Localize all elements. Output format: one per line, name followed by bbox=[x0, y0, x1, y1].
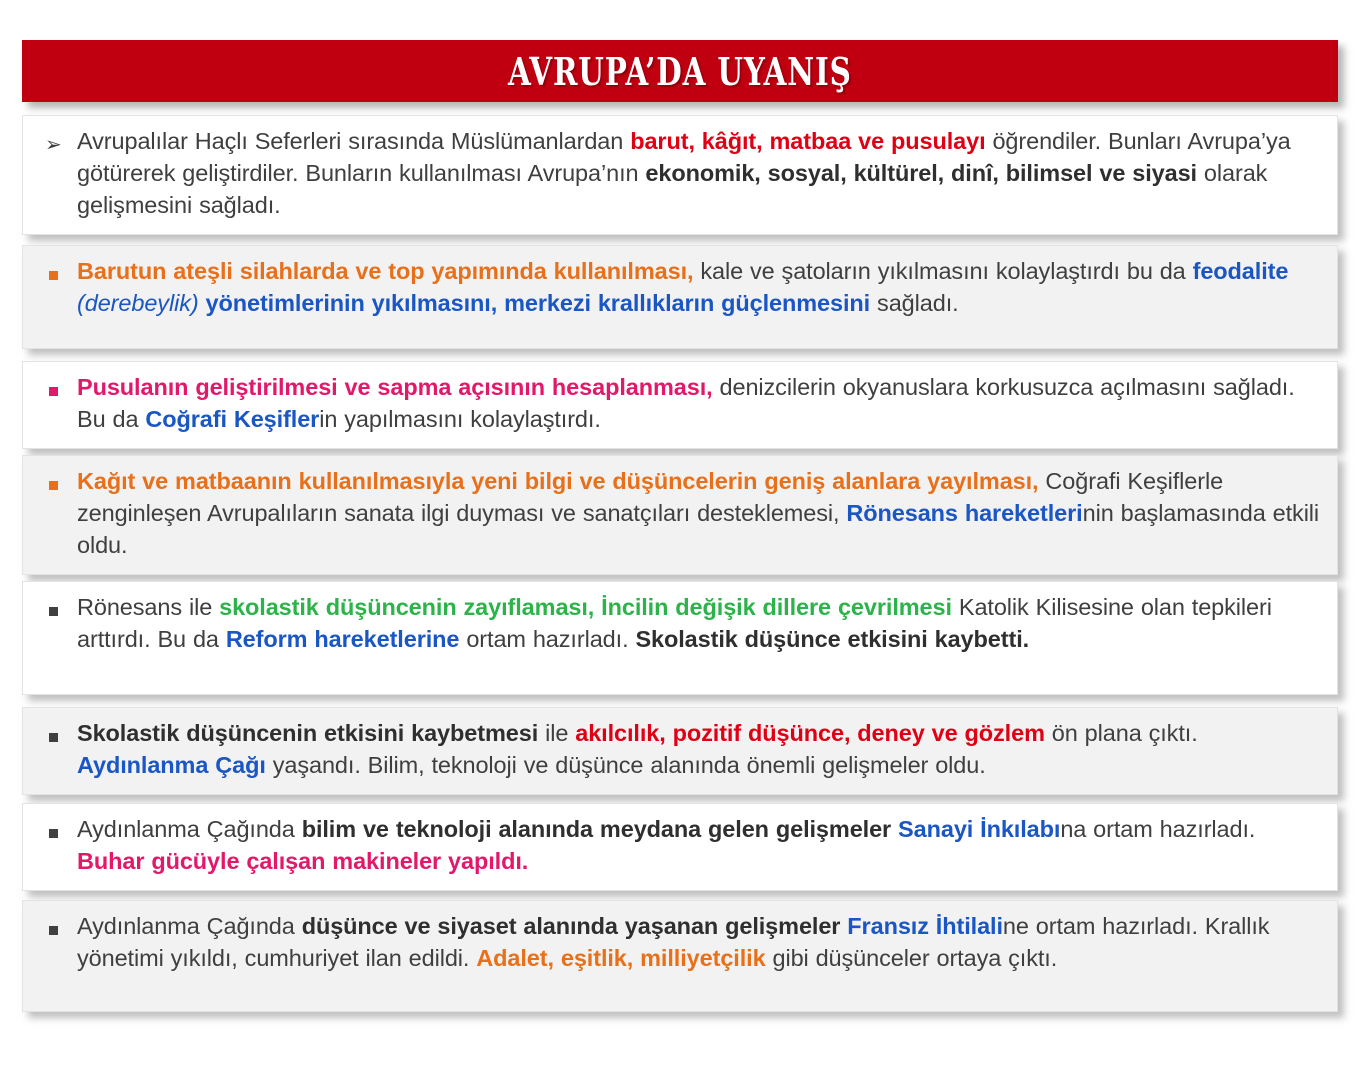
text-run-pink: Pusulanın geliştirilmesi ve sapma açısının hesaplanması, bbox=[77, 374, 713, 400]
content-block-text bbox=[77, 592, 1321, 656]
content-block-text bbox=[77, 911, 1321, 975]
content-block-text bbox=[77, 466, 1321, 562]
square-bullet-icon bbox=[39, 718, 77, 746]
text-run-blue-italic: (derebeylik) bbox=[77, 289, 199, 316]
text-run-plain: ortam hazırladı. bbox=[459, 625, 636, 652]
text-run-dark: Skolastik düşüncenin etkisini kaybetmesi bbox=[77, 720, 539, 746]
text-run-dark: ekonomik, sosyal, kültürel, dinî, bilimsel ve siyasi bbox=[645, 159, 1197, 186]
content-block bbox=[22, 115, 1338, 235]
text-run-plain: öğrendiler. Bunları Avrupa’ya götürerek geliştirdiler. Bunların kullanılması Avrupa’nın bbox=[77, 128, 1291, 186]
square-bullet-icon bbox=[39, 372, 77, 400]
text-run-orange: Adalet, eşitlik, milliyetçilik bbox=[476, 944, 766, 971]
text-run-red: akılcılık, pozitif düşünce, deney ve gözlem bbox=[575, 720, 1045, 746]
content-block bbox=[22, 803, 1338, 891]
text-run-blue: feodalite bbox=[1192, 258, 1289, 284]
text-run-green: skolastik düşüncenin zayıflaması, İncilin değişik dillere çevrilmesi bbox=[219, 594, 952, 620]
text-run-plain: Aydınlanma Çağında bbox=[77, 913, 302, 939]
content-block-text bbox=[77, 372, 1321, 436]
content-block bbox=[22, 707, 1338, 795]
square-bullet-icon bbox=[39, 466, 77, 494]
page-title: AVRUPA’DA UYANIŞ bbox=[508, 48, 852, 94]
text-run-plain bbox=[891, 816, 898, 842]
text-run-plain: Katolik Kilisesine olan tepkileri arttırdı. Bu da bbox=[77, 594, 1272, 652]
square-bullet-icon bbox=[39, 911, 77, 939]
text-run-plain: Aydınlanma Çağında bbox=[77, 816, 302, 842]
content-block-text bbox=[77, 126, 1321, 222]
text-run-dark: düşünce ve siyaset alanında yaşanan gelişmeler bbox=[301, 913, 841, 939]
text-run-plain: yaşandı. Bilim, teknoloji ve düşünce alanında önemli gelişmeler oldu. bbox=[265, 751, 986, 778]
text-run-blue: Rönesans hareketleri bbox=[846, 499, 1083, 526]
text-run-blue: Reform hareketlerine bbox=[225, 625, 460, 652]
text-run-plain: ne ortam hazırladı. Krallık yönetimi yıkıldı, cumhuriyet ilan edildi. bbox=[77, 913, 1270, 971]
text-run-plain: gibi düşünceler ortaya çıktı. bbox=[765, 944, 1058, 971]
text-run-blue: Aydınlanma Çağı bbox=[77, 751, 266, 778]
text-run-blue: Sanayi İnkılabı bbox=[898, 816, 1061, 842]
content-block-text bbox=[77, 814, 1321, 878]
content-block-text bbox=[77, 256, 1321, 320]
content-block bbox=[22, 581, 1338, 695]
text-run-plain: olarak gelişmesini sağladı. bbox=[77, 159, 1268, 218]
square-bullet-icon bbox=[39, 256, 77, 284]
content-block bbox=[22, 361, 1338, 449]
title-banner bbox=[22, 40, 1338, 102]
text-run-blue: Fransız İhtilali bbox=[847, 913, 1003, 939]
square-bullet-icon bbox=[39, 814, 77, 842]
text-run-plain: Avrupalılar Haçlı Seferleri sırasında Müslümanlardan bbox=[77, 128, 631, 154]
text-run-blue: Coğrafi Keşifler bbox=[145, 405, 320, 432]
square-bullet-icon bbox=[39, 592, 77, 620]
text-run-dark: Skolastik düşünce etkisini kaybetti. bbox=[635, 625, 1030, 652]
text-run-plain: sağladı. bbox=[870, 289, 959, 316]
text-run-pink: Buhar gücüyle çalışan makineler yapıldı. bbox=[77, 847, 529, 874]
content-block bbox=[22, 900, 1338, 1012]
content-block bbox=[22, 455, 1338, 575]
text-run-plain: na ortam hazırladı. bbox=[1060, 816, 1256, 842]
text-run-plain: ile bbox=[538, 720, 576, 746]
text-run-plain: denizcilerin okyanuslara korkusuzca açılmasını sağladı. Bu da bbox=[77, 374, 1295, 432]
text-run-red: barut, kâğıt, matbaa ve pusulayı bbox=[630, 128, 986, 154]
text-run-dark: bilim ve teknoloji alanında meydana gelen gelişmeler bbox=[301, 816, 892, 842]
text-run-orange: Barutun ateşli silahlarda ve top yapımında kullanılması, bbox=[77, 258, 694, 284]
text-run-plain: nin başlamasında etkili oldu. bbox=[77, 499, 1320, 558]
content-block bbox=[22, 245, 1338, 349]
text-run-plain: ön plana çıktı. bbox=[1044, 720, 1198, 746]
content-block-text bbox=[77, 718, 1321, 782]
text-run-orange: Kağıt ve matbaanın kullanılmasıyla yeni bilgi ve düşüncelerin geniş alanlara yayılması, bbox=[77, 468, 1039, 494]
text-run-plain: Rönesans ile bbox=[77, 594, 220, 620]
text-run-plain: in yapılmasını kolaylaştırdı. bbox=[319, 405, 601, 432]
text-run-blue: yönetimlerinin yıkılmasını, merkezi krallıkların güçlenmesini bbox=[198, 289, 871, 316]
arrow-bullet-icon: ➢ bbox=[45, 134, 62, 156]
text-run-plain: kale ve şatoların yıkılmasını kolaylaştırdı bu da bbox=[693, 258, 1193, 284]
text-run-plain: Coğrafi Keşiflerle zenginleşen Avrupalıların sanata ilgi duyması ve sanatçıları desteklemesi, bbox=[77, 468, 1224, 526]
